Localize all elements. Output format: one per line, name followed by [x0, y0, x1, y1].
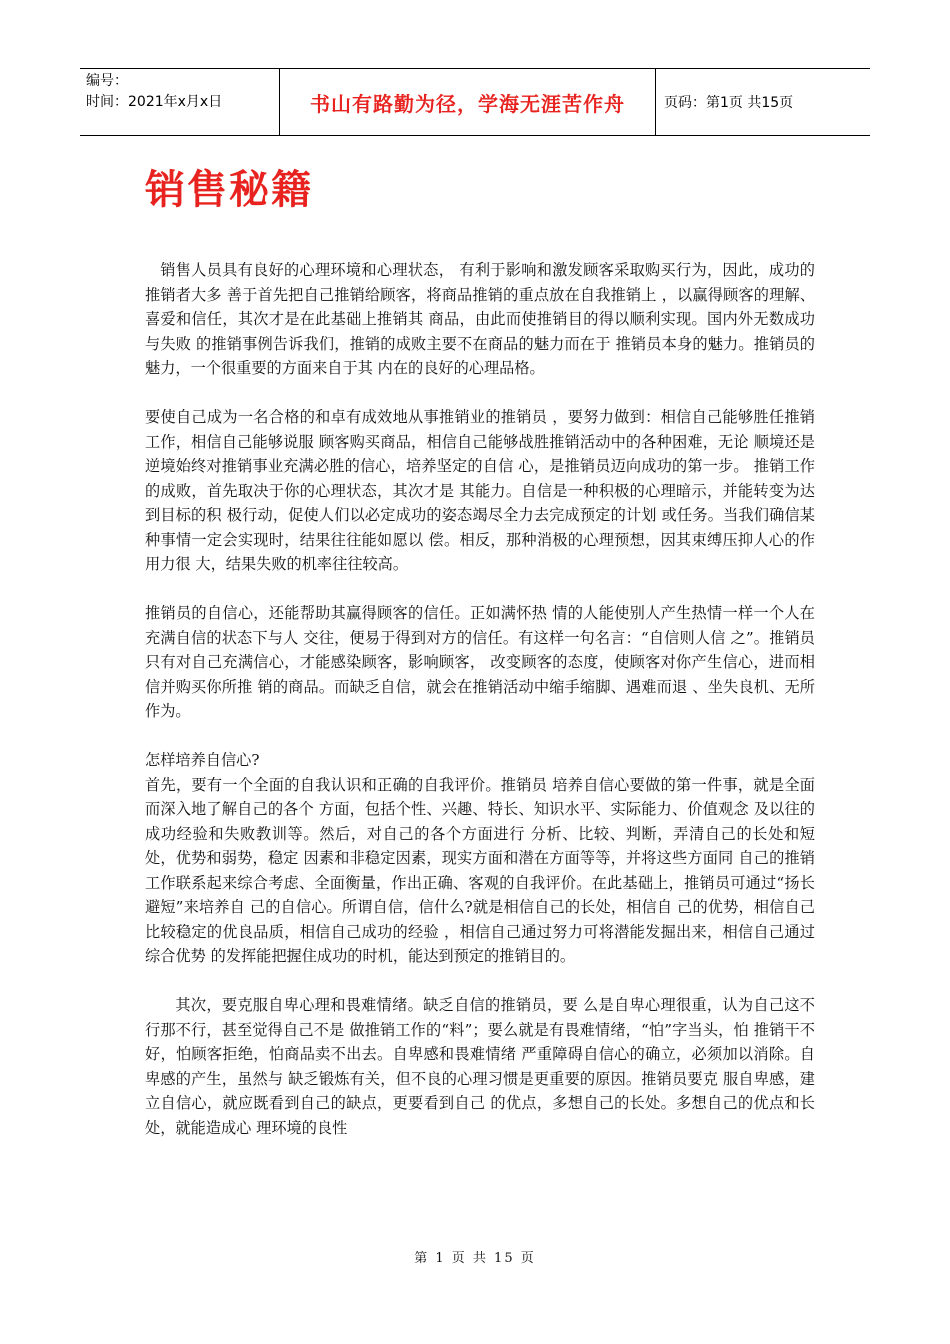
date-label: 时间：2021年x月x日: [86, 94, 223, 110]
number-label: 编号：: [86, 73, 128, 89]
header-motto: 书山有路勤为径，学海无涯苦作舟: [280, 69, 656, 135]
paragraph-second: 其次，要克服自卑心理和畏难情绪。缺乏自信的推销员，要 么是自卑心理很重，认为自己这不行那不行，甚至觉得自己不是 做推销工作的“料”；要么就是有畏难情绪，“怕”字当头，怕 推销干不好，怕顾客拒绝，怕商品卖不出去。自卑感和畏难情绪 严重障碍自信心的确立，必须加以消除。自卑感的产生，虽然与 缺乏锻炼有关，但不良的心理习惯是更重要的原因。推销员要克 服自卑感，建立自信心，就应既看到自己的缺点，更要看到自己 的优点，多想自己的长处。多想自己的优点和长处，就能造成心 理环境的良性: [145, 996, 815, 1137]
paragraph-confidence: 要使自己成为一名合格的和卓有成效地从事推销业的推销员 ，要努力做到：相信自己能够胜任推销工作，相信自己能够说服 顾客购买商品，相信自己能够战胜推销活动中的各种困难，无论 顺境还是逆境始终对推销事业充满必胜的信心，培养坚定的自信 心，是推销员迈向成功的第一步。 推销工作的成败，首先取决于你的心理状态，其次才是 其能力。自信是一种积极的心理暗示，并能转变为达到目标的积 极行动，促使人们以必定成功的姿态竭尽全力去完成预定的计划 或任务。当我们确信某种事情一定会实现时，结果往往能如愿以 偿。相反，那种消极的心理预想，因其束缚压抑人心的作用力很 大，结果失败的机率往往较高。: [145, 408, 815, 573]
header-meta: [80, 69, 280, 135]
document-body: [145, 258, 815, 1165]
document-title: 销售秘籍: [145, 167, 313, 213]
page-footer: 第 1 页 共 15 页: [414, 1251, 536, 1266]
paragraph-first: 首先，要有一个全面的自我认识和正确的自我评价。推销员 培养自信心要做的第一件事，就是全面而深入地了解自己的各个 方面，包括个性、兴趣、特长、知识水平、实际能力、价值观念 及以往的成功经验和失败教训等。然后，对自己的各个方面进行 分析、比较、判断，弄清自己的长处和短处，优势和弱势，稳定 因素和非稳定因素，现实方面和潜在方面等等，并将这些方面同 自己的推销工作联系起来综合考虑、全面衡量，作出正确、客观的自我评价。在此基础上，推销员可通过“扬长避短”来培养自 己的自信心。所谓自信，信什么?就是相信自己的长处，相信自 己的优势，相信自己比较稳定的优良品质，相信自己成功的经验 ，相信自己通过努力可将潜能发掘出来，相信自己通过综合优势 的发挥能把握住成功的时机，能达到预定的推销目的。: [145, 775, 815, 965]
paragraph-intro: 销售人员具有良好的心理环境和心理状态， 有利于影响和激发顾客采取购买行为，因此，成功的推销者大多 善于首先把自己推销给顾客，将商品推销的重点放在自我推销上 ，以赢得顾客的理解、喜爱和信任，其次才是在此基础上推销其 商品，由此而使推销目的得以顺利实现。国内外无数成功与失败 的推销事例告诉我们，推销的成败主要不在商品的魅力而在于 推销员本身的魅力。推销员的魅力，一个很重要的方面来自于其 内在的良好的心理品格。: [145, 261, 815, 377]
page-header: [80, 68, 870, 136]
paragraph-trust: 推销员的自信心，还能帮助其赢得顾客的信任。正如满怀热 情的人能使别人产生热情一样一个人在充满自信的状态下与人 交往，便易于得到对方的信任。有这样一句名言：“自信则人信 之”。推销员只有对自己充满信心，才能感染顾客，影响顾客， 改变顾客的态度，使顾客对你产生信心，进而相信并购买你所推 销的商品。而缺乏自信，就会在推销活动中缩手缩脚、遇难而退 、坐失良机、无所作为。: [145, 604, 815, 720]
header-page-info: 页码：第1页 共15页: [664, 95, 794, 111]
section-heading: 怎样培养自信心?: [145, 751, 260, 769]
